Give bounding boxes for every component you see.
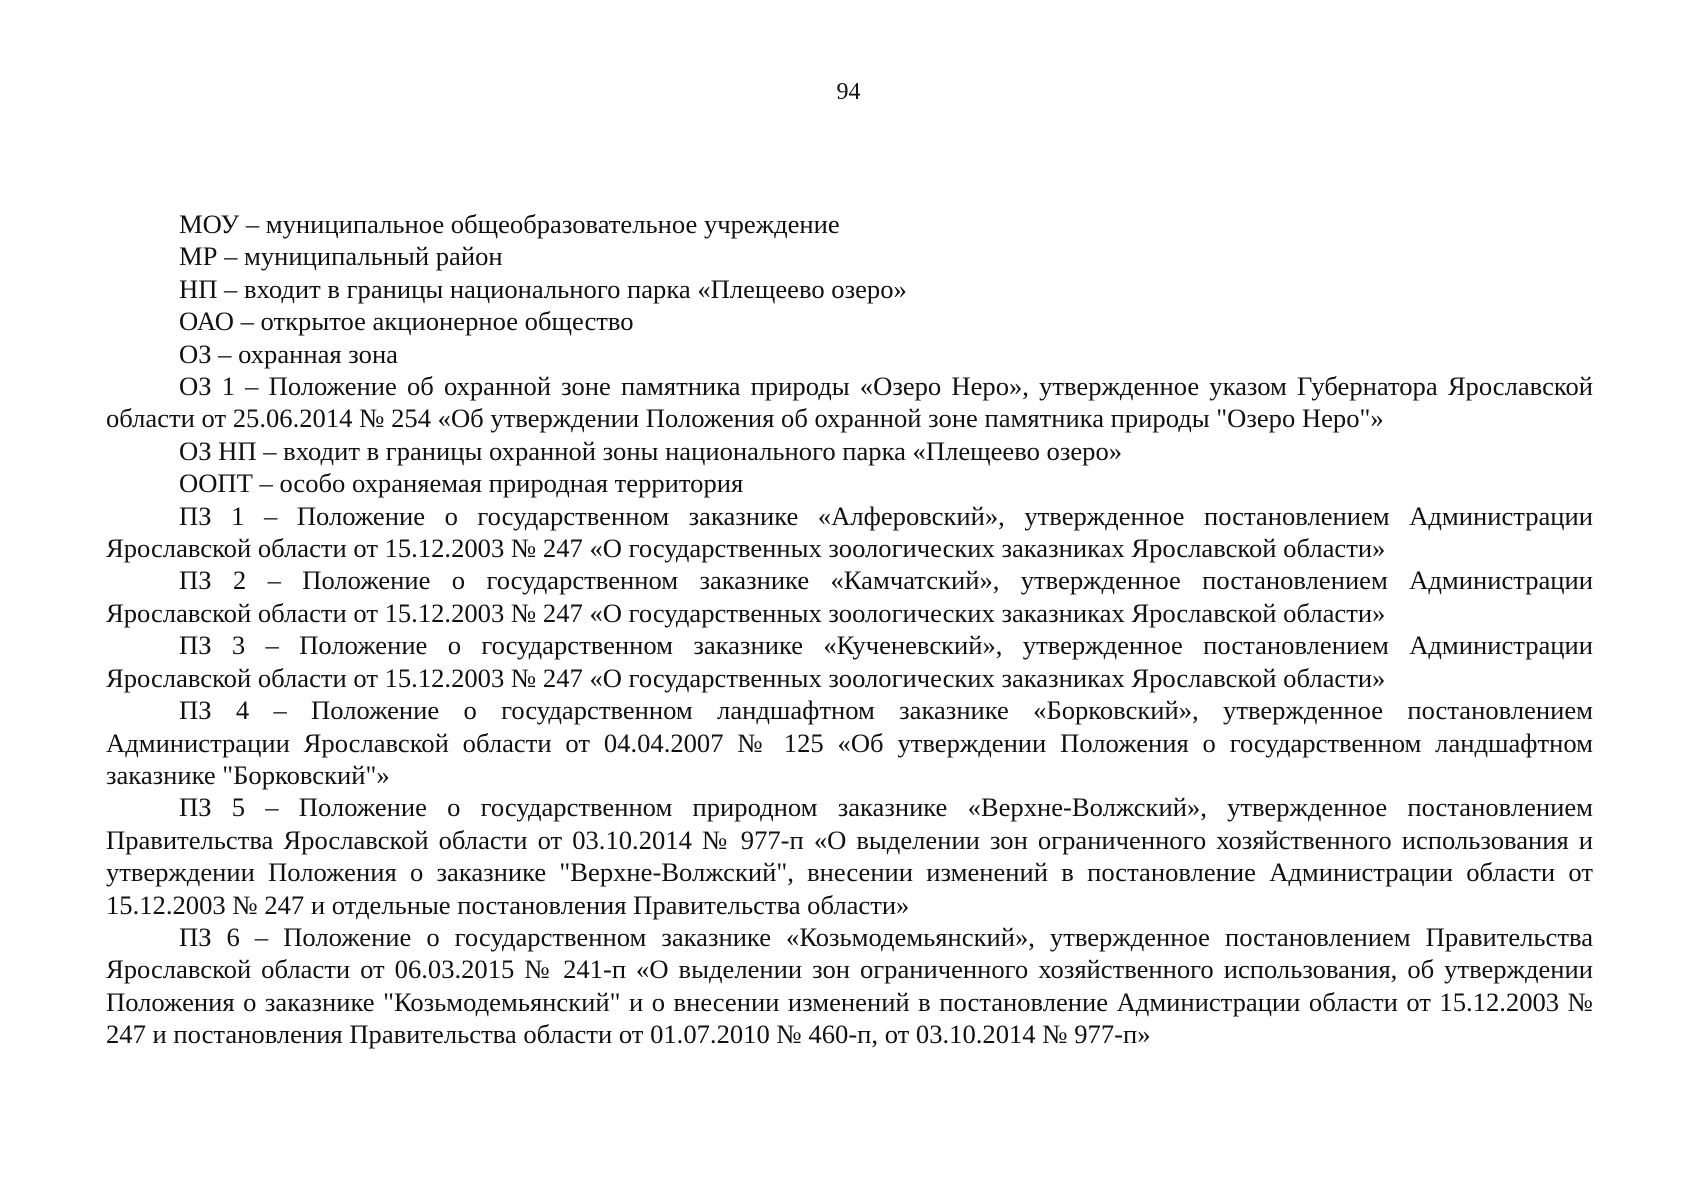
abbreviation-entry-pz-2: ПЗ 2 – Положение о государственном заказнике «Камчатский», утвержденное постановлением Администрации Ярославской области от 15.12.2003 № 247 «О государственных зоологических заказниках Ярославской области» [106,565,1593,628]
abbreviation-entry-mr: МР – муниципальный район [179,241,503,272]
abbreviation-entry-pz-6: ПЗ 6 – Положение о государственном заказнике «Козьмодемьянский», утвержденное постановлением Правительства Ярославской области от 06.03.2015 № 241-п «О выделении зон ограниченного хозяйственного использования, об утверждении Положения о заказнике "Козьмодемьянский" и о внесении изменений в постановление Администрации области от 15.12.2003 № 247 и постановления Правительства области от 01.07.2010 № 460-п, от 03.10.2014 № 977-п» [106,921,1593,1050]
abbreviation-entry-oopt: ООПТ – особо охраняемая природная территория [179,468,744,499]
abbreviation-entry-pz-5: ПЗ 5 – Положение о государственном природном заказнике «Верхне-Волжский», утвержденное постановлением Правительства Ярославской области от 03.10.2014 № 977-п «О выделении зон ограниченного хозяйственного использования и утверждении Положения о заказнике "Верхне-Волжский", внесении изменений в постановление Администрации области от 15.12.2003 № 247 и отдельные постановления Правительства области» [106,792,1593,920]
page-number: 94 [836,79,861,105]
abbreviation-entry-oz: ОЗ – охранная зона [179,338,398,369]
abbreviation-entry-pz-3: ПЗ 3 – Положение о государственном заказнике «Кученевский», утвержденное постановлением Администрации Ярославской области от 15.12.2003 № 247 «О государственных зоологических заказниках Ярославской области» [106,630,1593,693]
abbreviation-entry-oz-np: ОЗ НП – входит в границы охранной зоны национального парка «Плещеево озеро» [179,435,1123,466]
abbreviation-entry-mou: МОУ – муниципальное общеобразовательное учреждение [179,209,840,239]
abbreviation-entry-oz-1: ОЗ 1 – Положение об охранной зоне памятника природы «Озеро Неро», утвержденное указом Губернатора Ярославской области от 25.06.2014 № 254 «Об утверждении Положения об охранной зоне памятника природы "Озеро Неро"» [106,371,1593,434]
abbreviation-entry-pz-4: ПЗ 4 – Положение о государственном ландшафтном заказнике «Борковский», утвержденное постановлением Администрации Ярославской области от 04.04.2007 № 125 «Об утверждении Положения о государственном ландшафтном заказнике "Борковский"» [106,695,1593,790]
abbreviation-entry-np: НП – входит в границы национального парка «Плещеево озеро» [179,273,907,304]
abbreviations-list [106,208,1593,1051]
abbreviation-entry-oao: ОАО – открытое акционерное общество [179,306,634,337]
abbreviation-entry-pz-1: ПЗ 1 – Положение о государственном заказнике «Алферовский», утвержденное постановлением Администрации Ярославской области от 15.12.2003 № 247 «О государственных зоологических заказниках Ярославской области» [106,500,1593,564]
